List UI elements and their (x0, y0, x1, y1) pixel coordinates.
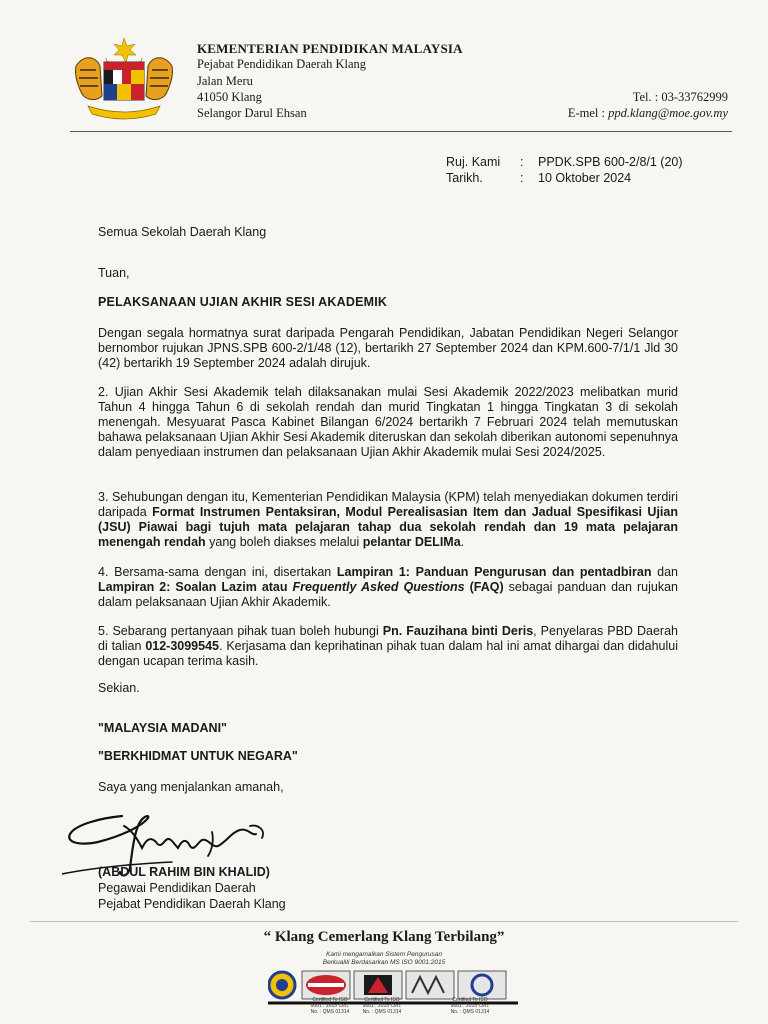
office-name: Pejabat Pendidikan Daerah Klang (197, 57, 367, 71)
signatory-title: Pegawai Pendidikan Daerah (98, 881, 256, 895)
date-colon: : (520, 171, 524, 185)
paragraph-4 (98, 565, 678, 610)
jata-negara-crest-icon (70, 36, 178, 120)
footer-divider (30, 921, 738, 922)
paragraph-1: Dengan segala hormatnya surat daripada Pengarah Pendidikan, Jabatan Pendidikan Negeri Selangor bernombor rujukan JPNS.SPB 600-2/1/48 (12), bertarikh 27 September 2024 dan KPM.600-7/1/1 Jld 30 (42) bertarikh 19 September 2024 adalah dirujuk. (98, 326, 678, 370)
reference-label: Ruj. Kami (446, 155, 501, 169)
attachment-1: Lampiran 1: Panduan Pengurusan dan pentadbiran (336, 565, 652, 579)
motto-berkhidmat: "BERKHIDMAT UNTUK NEGARA" (98, 749, 298, 763)
district-logo-icon (269, 972, 295, 998)
address-line-2: 41050 Klang (197, 90, 262, 104)
email-address[interactable]: ppd.klang@moe.gov.my (608, 106, 728, 120)
footer-slogan: “ Klang Cemerlang Klang Terbilang” (263, 929, 505, 945)
paragraph-3-text: yang boleh diakses melalui (205, 535, 363, 549)
paragraph-3-platform: pelantar DELIMa (362, 535, 461, 549)
motto-malaysia-madani: "MALAYSIA MADANI" (98, 721, 227, 735)
paragraph-5-text: 5. Sebarang pertanyaan pihak tuan boleh hubungi (98, 624, 383, 638)
date-label: Tarikh. (446, 171, 483, 185)
contact-phone[interactable]: 012-3099545 (145, 639, 219, 653)
email (568, 106, 728, 121)
certification-note: Kami mengamalkan Sistem Pengurusan (326, 951, 442, 958)
reference-number: PPDK.SPB 600-2/8/1 (20) (538, 155, 683, 169)
paragraph-5-text: . Kerjasama dan keprihatinan pihak tuan dalam hal ini amat dihargai dan didahului dengan ucapan terima kasih. (98, 639, 678, 668)
signature-intro: Saya yang menjalankan amanah, (98, 780, 284, 794)
certification-label: Certified To ISO 9001 : 2015 Cert. No. : QMS 01314 (362, 997, 402, 1015)
iqnet-logo-icon (354, 971, 402, 999)
certification-standard: Berkualiti Berdasarkan MS ISO 9001:2015 (322, 959, 446, 966)
signatory-name: (ABDUL RAHIM BIN KHALID) (98, 865, 270, 879)
telephone (633, 90, 728, 105)
ukas-logo-icon (458, 971, 506, 999)
certification-label: Certified To ISO 9001 : 2015 Cert. No. : QMS 01314 (450, 997, 490, 1015)
paragraph-4-text: dan (651, 565, 678, 579)
sirim-logo-icon (302, 971, 350, 999)
reference-colon: : (520, 155, 524, 169)
paragraph-3 (98, 490, 678, 550)
paragraph-4-text: sebagai panduan dan rujukan dalam pelaksanaan Ujian Akhir Akademik. (98, 580, 678, 609)
letterhead-divider (70, 131, 732, 132)
paragraph-2: 2. Ujian Akhir Sesi Akademik telah dilaksanakan mulai Sesi Akademik 2022/2023 melibatkan murid Tahun 4 hingga Tahun 6 di sekolah rendah dan murid Tingkatan 1 hingga Tingkatan 3 di sekolah menengah. Mesyuarat Pasca Kabinet Bilangan 6/2024 bertarikh 7 Februari 2024 telah memutuskan bahawa pelaksanaan Ujian Akhir Sesi Akademik diteruskan dan sekolah diberikan autonomi sepenuhnya dalam penyediaan instrumen dan pelaksanaan Ujian Akhir Akademik mulai Sesi 2024/2025. (98, 385, 678, 459)
contact-person: Pn. Fauzihana binti Deris (382, 624, 534, 638)
paragraph-5 (98, 624, 678, 669)
signatory-office: Pejabat Pendidikan Daerah Klang (98, 897, 286, 911)
paragraph-3-text: 3. Sehubungan dengan itu, Kementerian Pendidikan Malaysia (KPM) telah menyediakan dokumen terdiri daripada (98, 490, 678, 519)
paragraph-3-documents: Format Instrumen Pentaksiran, Modul Perealisasian Item dan Jadual Spesifikasi Ujian (JSU) Piawai bagi tujuh mata pelajaran tahap dua sekolah rendah dan 19 mata pelajaran menengah rendah (98, 505, 678, 549)
closing: Sekian. (98, 681, 140, 695)
jsm-logo-icon (406, 971, 454, 999)
certification-label: Certified To ISO 9001 : 2015 Cert. No. : QMS 01314 (310, 997, 350, 1015)
letter-subject: PELAKSANAAN UJIAN AKHIR SESI AKADEMIK (98, 295, 388, 309)
attachment-2: Lampiran 2: Soalan Lazim atau (98, 580, 293, 594)
letter-date: 10 Oktober 2024 (538, 171, 632, 185)
attachment-2-faq: Frequently Asked Questions (292, 580, 465, 594)
attachment-2-abbr: (FAQ) (464, 580, 504, 594)
paragraph-4-text: 4. Bersama-sama dengan ini, disertakan (98, 565, 337, 579)
paragraph-5-text: , Penyelaras PBD Daerah di talian (98, 624, 679, 653)
paragraph-3-text: . (460, 535, 465, 549)
address-line-1: Jalan Meru (197, 74, 253, 88)
telephone-value: 03-33762999 (661, 90, 728, 104)
salutation: Tuan, (98, 266, 130, 280)
recipient: Semua Sekolah Daerah Klang (98, 225, 267, 239)
ministry-name: KEMENTERIAN PENDIDIKAN MALAYSIA (197, 41, 463, 56)
address-line-3: Selangor Darul Ehsan (197, 106, 307, 120)
email-label: E-mel : (567, 106, 605, 120)
telephone-label: Tel. : (632, 90, 659, 104)
